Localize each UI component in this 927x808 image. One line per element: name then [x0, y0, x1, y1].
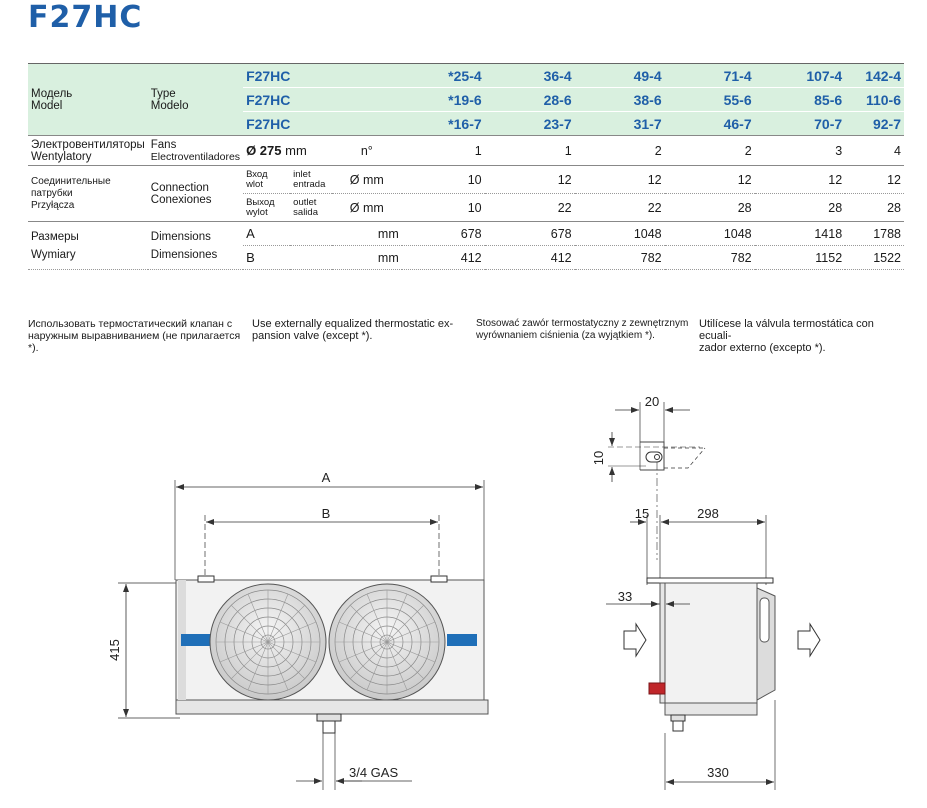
- bracket-right: [431, 576, 447, 582]
- outlet-cell: 28: [755, 194, 846, 222]
- outlet-label-ru-pl: Выход wylot: [243, 194, 290, 222]
- right-blue-panel: [447, 634, 477, 646]
- model-cell: 70-7: [755, 112, 846, 136]
- side-view: [606, 402, 820, 790]
- dimension-b-cell: 412: [485, 246, 575, 270]
- airflow-out-arrow: [798, 624, 820, 656]
- model-cell: 85-6: [755, 88, 846, 112]
- drip-tray: [176, 700, 488, 714]
- outlet-cell: 22: [485, 194, 575, 222]
- inlet-cell: 12: [755, 166, 846, 194]
- fans-cell: 2: [665, 136, 755, 166]
- outlet-unit: Ø mm: [332, 194, 402, 222]
- note-pl: Stosować zawór termostatyczny z zewnętrznym wyrównaniem ciśnienia (za wyjątkiem *).: [476, 318, 689, 341]
- bracket-left: [198, 576, 214, 582]
- dimension-a-cell: 678: [402, 222, 485, 246]
- dim-b-label: B: [321, 506, 331, 521]
- model-cell: 38-6: [575, 88, 665, 112]
- model-cell: 92-7: [845, 112, 904, 136]
- drain-flange: [317, 714, 341, 721]
- model-cell: 36-4: [485, 64, 575, 88]
- model-cell: 28-6: [485, 88, 575, 112]
- model-name: F27HC: [243, 88, 402, 112]
- outlet-cell: 28: [665, 194, 755, 222]
- outlet-label-en-es: outlet salida: [290, 194, 332, 222]
- dim-height-label: 415: [107, 639, 122, 661]
- outlet-cell: 10: [402, 194, 485, 222]
- model-cell: 55-6: [665, 88, 755, 112]
- dim-20-label: 20: [644, 394, 660, 409]
- airflow-in-arrow: [624, 624, 646, 656]
- dimension-b-cell: 782: [665, 246, 755, 270]
- product-title: F27HC: [28, 0, 143, 35]
- model-cell: 46-7: [665, 112, 755, 136]
- fans-label-es: Electroventiladores: [150, 150, 241, 163]
- fan-diameter-unit: mm: [285, 143, 307, 158]
- fans-label-en: Fans: [150, 138, 177, 151]
- connection-label-es: Conexiones: [150, 193, 212, 206]
- hood-slot: [760, 598, 769, 642]
- inlet-label-en-es: inlet entrada: [290, 166, 332, 194]
- outlet-cell: 22: [575, 194, 665, 222]
- inlet-cell: 12: [575, 166, 665, 194]
- dim-15-label: 15: [634, 506, 650, 521]
- model-cell: 49-4: [575, 64, 665, 88]
- red-connector: [649, 683, 665, 694]
- model-cell: 71-4: [665, 64, 755, 88]
- detail-hole: [655, 455, 660, 460]
- dimension-a-cell: 1048: [665, 222, 755, 246]
- dim-a-label: A: [321, 470, 331, 485]
- dimensions-label: Размеры Wymiary: [28, 222, 148, 270]
- fans-cell: 1: [485, 136, 575, 166]
- model-name: F27HC: [243, 64, 402, 88]
- dim-298-label: 298: [697, 506, 719, 521]
- inlet-unit: Ø mm: [332, 166, 402, 194]
- model-cell: 110-6: [845, 88, 904, 112]
- side-drip-tray: [665, 703, 757, 715]
- front-view: [118, 480, 488, 790]
- side-drain-flange: [671, 715, 685, 721]
- dimension-b-cell: 782: [575, 246, 665, 270]
- fans-cell: 1: [402, 136, 485, 166]
- dimension-a-cell: 1788: [845, 222, 904, 246]
- dim-330-label: 330: [707, 765, 729, 780]
- inlet-cell: 10: [402, 166, 485, 194]
- model-name: F27HC: [243, 112, 402, 136]
- connection-label-en: Connection: [150, 181, 209, 194]
- side-body: [665, 583, 757, 703]
- dim-33-label: 33: [617, 589, 633, 604]
- note-es: Utilícese la válvula termostática con ecuali- zador externo (excepto *).: [699, 318, 874, 354]
- dimensions-label-intl: Dimensions Dimensiones: [148, 222, 243, 270]
- dimension-a-label: A: [243, 222, 332, 246]
- dimension-a-cell: 1418: [755, 222, 846, 246]
- fans-cell: 2: [575, 136, 665, 166]
- dimension-b-label: B: [243, 246, 332, 270]
- dimension-a-cell: 1048: [575, 222, 665, 246]
- type-label: Type Modelo: [148, 64, 243, 136]
- fan-guard-1: [210, 584, 326, 700]
- drain-nut: [323, 721, 335, 733]
- model-cell: *19-6: [402, 88, 485, 112]
- top-rail: [647, 578, 773, 583]
- model-cell: 142-4: [845, 64, 904, 88]
- dimension-a-cell: 678: [485, 222, 575, 246]
- fans-unit: n°: [332, 136, 402, 166]
- fans-cell: 3: [755, 136, 846, 166]
- dimension-b-cell: 1522: [845, 246, 904, 270]
- inlet-label-ru-pl: Вход wlot: [243, 166, 290, 194]
- dimension-b-cell: 1152: [755, 246, 846, 270]
- dimension-a-unit: mm: [332, 222, 402, 246]
- side-drain-nut: [673, 721, 683, 731]
- model-label: Модель Model: [28, 64, 148, 136]
- connection-label: Соединительные патрубки Przyłącza: [28, 166, 148, 222]
- model-cell: *16-7: [402, 112, 485, 136]
- drain-label: 3/4 GAS: [349, 765, 399, 780]
- model-cell: 107-4: [755, 64, 846, 88]
- dimension-b-cell: 412: [402, 246, 485, 270]
- model-cell: *25-4: [402, 64, 485, 88]
- inlet-cell: 12: [485, 166, 575, 194]
- note-ru: Использовать термостатический клапан с наружным выравниванием (не прилагается *).: [28, 318, 241, 354]
- note-en: Use externally equalized thermostatic ex- pansion valve (except *).: [252, 318, 454, 342]
- dimension-b-unit: mm: [332, 246, 402, 270]
- dim-10-label: 10: [591, 450, 606, 466]
- fans-label: Электровентиляторы Wentylatory: [28, 136, 148, 166]
- model-cell: 31-7: [575, 112, 665, 136]
- left-blue-panel: [181, 634, 211, 646]
- fans-cell: 4: [845, 136, 904, 166]
- inlet-cell: 12: [665, 166, 755, 194]
- fan-guard-2: [329, 584, 445, 700]
- outlet-cell: 28: [845, 194, 904, 222]
- model-cell: 23-7: [485, 112, 575, 136]
- detail-plate-edge: [664, 448, 705, 468]
- inlet-cell: 12: [845, 166, 904, 194]
- fan-diameter-value: Ø 275: [246, 143, 282, 158]
